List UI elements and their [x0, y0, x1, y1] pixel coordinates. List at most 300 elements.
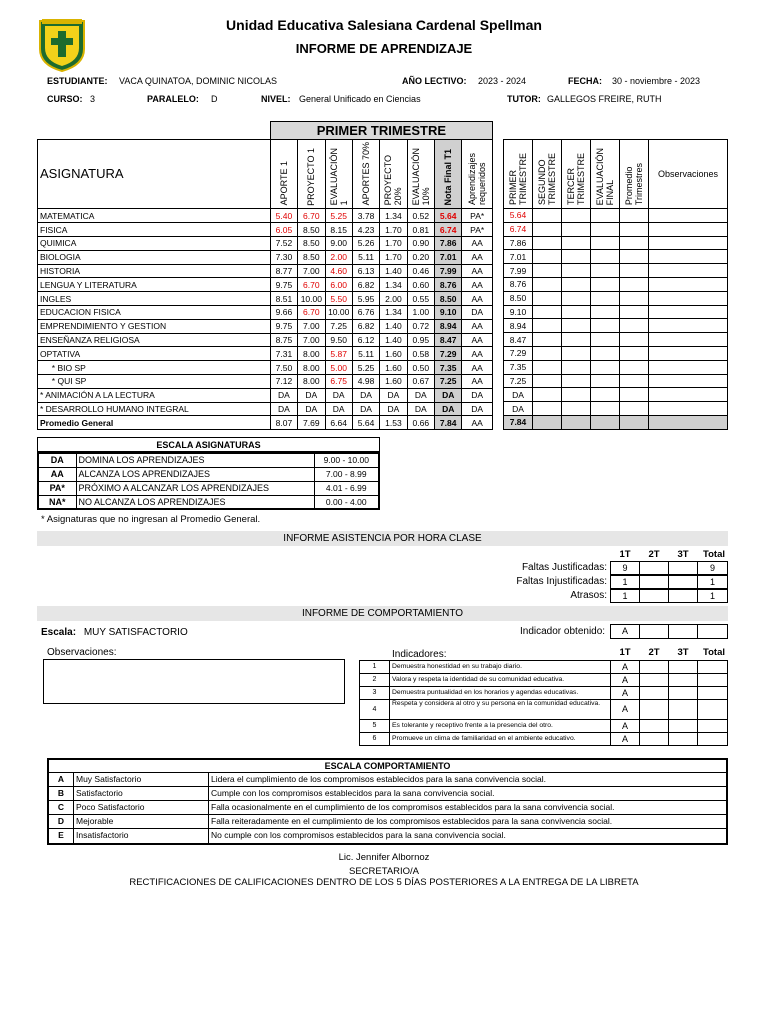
year-value: 2023 - 2024 — [478, 76, 527, 86]
subject-name: BIOLOGIA — [38, 250, 271, 264]
grade-cell: 0.50 — [407, 361, 434, 375]
behavior-code: E — [49, 829, 74, 843]
summary-empty-cell — [533, 250, 562, 264]
grade-col-header — [462, 140, 493, 209]
summary-empty-cell — [533, 402, 562, 416]
attendance-cell — [639, 589, 669, 603]
grade-cell: AA — [462, 361, 493, 375]
grade-cell: 5.64 — [435, 209, 462, 223]
summary-col-label: EVALUACIÓN FINAL — [595, 147, 615, 205]
summary-empty-cell — [533, 209, 562, 223]
indicator-empty — [697, 719, 728, 733]
subject-name: FISICA — [38, 223, 271, 237]
summary-row — [504, 250, 728, 264]
indicator-text: Respeta y considera al otro y su persona en la comunidad educativa. — [389, 699, 611, 720]
grade-cell: 7.35 — [435, 361, 462, 375]
summary-empty-cell — [591, 264, 620, 278]
attendance-cell: 1 — [697, 575, 728, 589]
grade-cell: DA — [325, 402, 352, 416]
grade-cell: DA — [270, 388, 297, 402]
summary-col-header — [562, 140, 591, 209]
first-trimester-cell: 7.29 — [504, 346, 533, 360]
grade-cell: 0.46 — [407, 264, 434, 278]
summary-empty-cell — [533, 374, 562, 388]
grade-cell: 1.34 — [380, 305, 407, 319]
attendance-cell: 1 — [610, 589, 640, 603]
grade-cell: 2.00 — [380, 292, 407, 306]
grade-cell: 7.86 — [435, 236, 462, 250]
obtained-label: Indicador obtenido: — [520, 626, 606, 637]
grade-cell: 5.11 — [352, 347, 379, 361]
summary-empty-cell — [620, 236, 649, 250]
observation-cell — [649, 209, 728, 223]
grade-cell: 7.01 — [435, 250, 462, 264]
summary-empty-cell — [620, 402, 649, 416]
grade-cell: 7.84 — [435, 416, 462, 430]
scale-code: DA — [38, 453, 76, 467]
grade-col-header — [325, 140, 352, 209]
grade-cell: AA — [462, 347, 493, 361]
summary-empty-cell — [591, 374, 620, 388]
summary-col-label: TERCER TRIMESTRE — [566, 152, 586, 205]
grade-cell: AA — [462, 319, 493, 333]
grade-cell: 8.07 — [270, 416, 297, 430]
grade-cell: 7.25 — [325, 319, 352, 333]
summary-empty-cell — [533, 305, 562, 319]
summary-empty-cell — [562, 305, 591, 319]
scale-range: 7.00 - 8.99 — [314, 467, 379, 481]
attendance-cell — [668, 589, 698, 603]
summary-empty-cell — [591, 346, 620, 360]
summary-empty-cell — [620, 388, 649, 402]
grade-col-header — [380, 140, 407, 209]
summary-col-label: PRIMER TRIMESTRE — [508, 152, 528, 205]
subject-scale-title: ESCALA ASIGNATURAS — [37, 437, 380, 452]
grade-cell: 5.11 — [352, 250, 379, 264]
grade-cell: AA — [462, 236, 493, 250]
indicator-header: 1T — [619, 647, 631, 658]
indicator-empty — [639, 699, 669, 720]
observation-cell — [649, 319, 728, 333]
summary-empty-cell — [562, 360, 591, 374]
grade-cell: 6.05 — [270, 223, 297, 237]
observation-cell — [649, 264, 728, 278]
indicator-empty — [668, 699, 698, 720]
grade-col-label: Nota Final T1 — [443, 148, 454, 206]
scale-range: 9.00 - 10.00 — [314, 453, 379, 467]
grade-cell: 4.98 — [352, 374, 379, 388]
scale-range: 0.00 - 4.00 — [314, 495, 379, 509]
indicator-empty — [639, 732, 669, 746]
indicator-value: A — [610, 699, 640, 720]
grade-cell: 8.77 — [270, 264, 297, 278]
attendance-label: Faltas Justificadas: — [521, 562, 607, 573]
subject-name: EDUCACION FISICA — [38, 305, 271, 319]
obtained-value: A — [610, 624, 640, 639]
behavior-desc: No cumple con los compromisos establecidos para la sana convivencia social. — [211, 830, 506, 840]
first-trimester-cell: 8.76 — [504, 277, 533, 291]
summary-empty-cell — [562, 250, 591, 264]
indicator-empty — [697, 673, 728, 687]
grade-cell: AA — [462, 250, 493, 264]
grade-cell: 6.75 — [325, 374, 352, 388]
scale-desc: NO ALCANZA LOS APRENDIZAJES — [76, 495, 314, 509]
grade-cell: 7.31 — [270, 347, 297, 361]
behavior-code: D — [49, 815, 74, 828]
grade-cell: 7.00 — [298, 333, 325, 347]
attendance-block — [0, 548, 768, 604]
indicator-value: A — [610, 732, 640, 746]
indicator-empty — [697, 732, 728, 746]
subject-name: ENSEÑANZA RELIGIOSA — [38, 333, 271, 347]
grade-row — [38, 416, 493, 430]
grade-row — [38, 374, 493, 388]
grade-cell: 8.50 — [298, 223, 325, 237]
indicator-value: A — [610, 673, 640, 687]
behavior-name: Satisfactorio — [74, 787, 209, 800]
summary-empty-cell — [533, 222, 562, 236]
grade-cell: 5.87 — [325, 347, 352, 361]
behavior-scale-label: Escala: — [41, 627, 77, 638]
date-value: 30 - noviembre - 2023 — [612, 76, 701, 86]
grade-cell: 1.70 — [380, 223, 407, 237]
summary-empty-cell — [620, 346, 649, 360]
summary-empty-cell — [533, 333, 562, 347]
grade-cell: 2.00 — [325, 250, 352, 264]
grade-cell: 5.25 — [325, 209, 352, 223]
indicator-number: 2 — [359, 673, 390, 687]
scale-desc: PRÓXIMO A ALCANZAR LOS APRENDIZAJES — [76, 481, 314, 495]
indicator-text: Demuestra honestidad en su trabajo diario. — [389, 660, 611, 674]
summary-empty-cell — [591, 360, 620, 374]
observations-box — [43, 659, 345, 704]
summary-row — [504, 415, 728, 429]
grade-cell: 0.60 — [407, 278, 434, 292]
subject-name: LENGUA Y LITERATURA — [38, 278, 271, 292]
grade-cell: AA — [462, 333, 493, 347]
summary-empty-cell — [591, 250, 620, 264]
summary-col-header — [591, 140, 620, 209]
report-title: INFORME DE APRENDIZAJE — [295, 41, 473, 56]
grade-col-header — [407, 140, 434, 209]
grade-row — [38, 236, 493, 250]
summary-row — [504, 236, 728, 250]
behavior-scale-row — [49, 815, 726, 829]
grade-cell: 8.75 — [270, 333, 297, 347]
attendance-cell: 9 — [610, 561, 640, 575]
rectification-note: RECTIFICACIONES DE CALIFICACIONES DENTRO DE LOS 5 DÍAS POSTERIORES A LA ENTREGA DE LA LIBRETA — [129, 877, 639, 888]
grade-cell: 7.99 — [435, 264, 462, 278]
grade-cell: 5.00 — [325, 361, 352, 375]
summary-empty-cell — [562, 277, 591, 291]
grade-cell: 7.69 — [298, 416, 325, 430]
obtained-3t — [668, 624, 698, 639]
indicator-empty — [668, 732, 698, 746]
grade-cell: DA — [407, 388, 434, 402]
summary-empty-cell — [562, 222, 591, 236]
summary-row — [504, 402, 728, 416]
attendance-header: 3T — [677, 549, 689, 560]
grade-cell: 1.00 — [407, 305, 434, 319]
indicators-header — [610, 647, 728, 659]
grade-cell: 1.70 — [380, 250, 407, 264]
grade-cell: 0.58 — [407, 347, 434, 361]
scale-range: 4.01 - 6.99 — [314, 481, 379, 495]
grade-cell: 0.72 — [407, 319, 434, 333]
behavior-scale-row — [49, 829, 726, 843]
grade-row — [38, 402, 493, 416]
indicator-number: 1 — [359, 660, 390, 674]
level-value: General Unificado en Ciencias — [299, 94, 421, 104]
behavior-scale-row — [49, 801, 726, 815]
grade-cell: 8.76 — [435, 278, 462, 292]
grade-row — [38, 292, 493, 306]
observation-cell — [649, 291, 728, 305]
first-trimester-cell: 7.25 — [504, 374, 533, 388]
student-label: ESTUDIANTE: — [47, 76, 108, 86]
grade-cell: DA — [435, 402, 462, 416]
summary-row — [504, 333, 728, 347]
behavior-scale-row — [49, 787, 726, 801]
grade-cell: DA — [352, 388, 379, 402]
summary-empty-cell — [562, 264, 591, 278]
grade-row — [38, 223, 493, 237]
first-trimester-cell: 5.64 — [504, 209, 533, 223]
grade-cell: AA — [462, 292, 493, 306]
attendance-cell: 1 — [610, 575, 640, 589]
summary-empty-cell — [620, 250, 649, 264]
grade-cell: 4.23 — [352, 223, 379, 237]
grade-cell: 0.90 — [407, 236, 434, 250]
behavior-code: A — [49, 773, 74, 786]
grade-cell: 8.50 — [435, 292, 462, 306]
summary-empty-cell — [620, 360, 649, 374]
observations-header: Observaciones — [649, 140, 728, 209]
grade-cell: 7.52 — [270, 236, 297, 250]
summary-col-header — [533, 140, 562, 209]
grade-cell: 7.30 — [270, 250, 297, 264]
indicator-value: A — [610, 686, 640, 700]
grade-cell: 0.52 — [407, 209, 434, 223]
summary-empty-cell — [620, 319, 649, 333]
grade-cell: 8.00 — [298, 347, 325, 361]
summary-row — [504, 291, 728, 305]
grade-cell: DA — [270, 402, 297, 416]
grade-cell: DA — [462, 388, 493, 402]
trimester-title: PRIMER TRIMESTRE — [270, 122, 492, 140]
observation-cell — [649, 222, 728, 236]
subject-name: OPTATIVA — [38, 347, 271, 361]
summary-empty-cell — [620, 333, 649, 347]
behavior-name: Poco Satisfactorio — [74, 801, 209, 814]
first-trimester-cell: DA — [504, 402, 533, 416]
grade-cell: 5.25 — [352, 361, 379, 375]
indicator-header: Total — [703, 647, 725, 658]
indicator-empty — [668, 686, 698, 700]
indicator-text: Es tolerante y receptivo frente a la presencia del otro. — [389, 719, 611, 733]
grade-cell: AA — [462, 416, 493, 430]
behavior-code: C — [49, 801, 74, 814]
grade-col-header — [270, 140, 297, 209]
grade-cell: 6.13 — [352, 264, 379, 278]
grade-row — [38, 333, 493, 347]
summary-empty-cell — [591, 319, 620, 333]
parallel-value: D — [211, 94, 218, 104]
summary-empty-cell — [533, 236, 562, 250]
grade-cell: 9.10 — [435, 305, 462, 319]
grade-cell: 6.70 — [298, 305, 325, 319]
behavior-scale-title: ESCALA COMPORTAMIENTO — [49, 760, 726, 773]
summary-empty-cell — [562, 346, 591, 360]
summary-table — [503, 139, 728, 430]
grade-cell: 6.00 — [325, 278, 352, 292]
summary-row — [504, 360, 728, 374]
summary-empty-cell — [620, 264, 649, 278]
grade-cell: AA — [462, 374, 493, 388]
first-trimester-cell: 7.35 — [504, 360, 533, 374]
grade-cell: 5.50 — [325, 292, 352, 306]
grade-col-header — [298, 140, 325, 209]
indicator-empty — [668, 673, 698, 687]
summary-empty-cell — [620, 209, 649, 223]
attendance-cell — [668, 575, 698, 589]
indicator-empty — [639, 673, 669, 687]
grade-cell: DA — [462, 402, 493, 416]
grade-cell: 9.50 — [325, 333, 352, 347]
indicator-empty — [697, 699, 728, 720]
grade-cell: 0.55 — [407, 292, 434, 306]
grade-col-label: Aprendizajes requeridos — [467, 153, 488, 206]
scale-code: AA — [38, 467, 76, 481]
grade-row — [38, 361, 493, 375]
grade-cell: 8.94 — [435, 319, 462, 333]
grade-cell: 1.40 — [380, 264, 407, 278]
observation-cell — [649, 346, 728, 360]
scale-desc: ALCANZA LOS APRENDIZAJES — [76, 467, 314, 481]
attendance-cell — [639, 575, 669, 589]
grade-row — [38, 278, 493, 292]
behavior-desc: Lidera el cumplimiento de los compromisos establecidos para la sana convivencia social. — [211, 774, 546, 784]
first-trimester-cell: 7.99 — [504, 264, 533, 278]
grade-cell: 6.70 — [298, 278, 325, 292]
summary-empty-cell — [591, 291, 620, 305]
grade-cell: 1.34 — [380, 209, 407, 223]
summary-row — [504, 346, 728, 360]
first-trimester-cell: 7.84 — [504, 415, 533, 429]
observation-cell — [649, 402, 728, 416]
grade-cell: DA — [380, 388, 407, 402]
first-trimester-cell: 7.01 — [504, 250, 533, 264]
attendance-cell: 1 — [697, 589, 728, 603]
scale-row — [38, 495, 379, 509]
summary-col-header — [504, 140, 533, 209]
summary-empty-cell — [591, 277, 620, 291]
grade-cell: 7.50 — [270, 361, 297, 375]
summary-empty-cell — [620, 291, 649, 305]
grade-row — [38, 305, 493, 319]
grade-cell: 9.75 — [270, 278, 297, 292]
grade-cell: 8.00 — [298, 374, 325, 388]
grade-cell: 8.50 — [298, 250, 325, 264]
attendance-header: 1T — [619, 549, 631, 560]
grade-cell: 1.60 — [380, 374, 407, 388]
grade-cell: DA — [352, 402, 379, 416]
indicator-header: 2T — [648, 647, 660, 658]
grade-col-label: APORTES 70% — [361, 142, 372, 206]
grade-cell: DA — [325, 388, 352, 402]
grade-cell: 8.15 — [325, 223, 352, 237]
first-trimester-cell: DA — [504, 388, 533, 402]
course-value: 3 — [90, 94, 96, 104]
first-trimester-cell: 8.50 — [504, 291, 533, 305]
first-trimester-cell: 6.74 — [504, 222, 533, 236]
summary-empty-cell — [562, 333, 591, 347]
grade-col-header — [435, 140, 462, 209]
indicator-empty — [639, 719, 669, 733]
tutor-label: TUTOR: — [507, 94, 541, 104]
attendance-header: 2T — [648, 549, 660, 560]
subject-name: HISTORIA — [38, 264, 271, 278]
attendance-label: Atrasos: — [570, 590, 607, 601]
indicator-header: 3T — [677, 647, 689, 658]
grade-cell: 0.20 — [407, 250, 434, 264]
summary-row — [504, 264, 728, 278]
summary-row — [504, 222, 728, 236]
subject-name: * BIO SP — [38, 361, 271, 375]
grade-cell: 6.74 — [435, 223, 462, 237]
grade-cell: AA — [462, 278, 493, 292]
summary-empty-cell — [591, 333, 620, 347]
grade-col-label: EVALUACIÓN 10% — [410, 148, 431, 206]
summary-empty-cell — [533, 360, 562, 374]
obtained-total — [697, 624, 728, 639]
behavior-scale-value: MUY SATISFACTORIO — [83, 627, 188, 638]
summary-empty-cell — [591, 236, 620, 250]
grade-cell: 1.40 — [380, 333, 407, 347]
behavior-scale — [41, 627, 188, 638]
student-info — [0, 76, 768, 106]
grade-row — [38, 250, 493, 264]
subject-scale — [37, 437, 380, 510]
attendance-label: Faltas Injustificadas: — [516, 576, 607, 587]
parallel-label: PARALELO: — [147, 94, 199, 104]
summary-empty-cell — [620, 415, 649, 429]
grade-cell: 7.00 — [298, 264, 325, 278]
grade-cell: 6.12 — [352, 333, 379, 347]
indicator-empty — [697, 686, 728, 700]
grade-row — [38, 209, 493, 223]
observation-cell — [649, 388, 728, 402]
grade-cell: 7.25 — [435, 374, 462, 388]
grade-cell: 5.95 — [352, 292, 379, 306]
summary-empty-cell — [562, 388, 591, 402]
grade-cell: 1.60 — [380, 361, 407, 375]
grade-cell: DA — [298, 388, 325, 402]
observation-cell — [649, 236, 728, 250]
summary-empty-cell — [562, 402, 591, 416]
grade-cell: DA — [380, 402, 407, 416]
subject-name: * DESARROLLO HUMANO INTEGRAL — [38, 402, 271, 416]
attendance-cell — [639, 561, 669, 575]
grades-table — [37, 121, 493, 430]
grade-row — [38, 347, 493, 361]
subject-name: QUIMICA — [38, 236, 271, 250]
grade-cell: 10.00 — [325, 305, 352, 319]
grade-cell: 4.60 — [325, 264, 352, 278]
indicator-value: A — [610, 719, 640, 733]
summary-empty-cell — [591, 388, 620, 402]
summary-empty-cell — [562, 209, 591, 223]
